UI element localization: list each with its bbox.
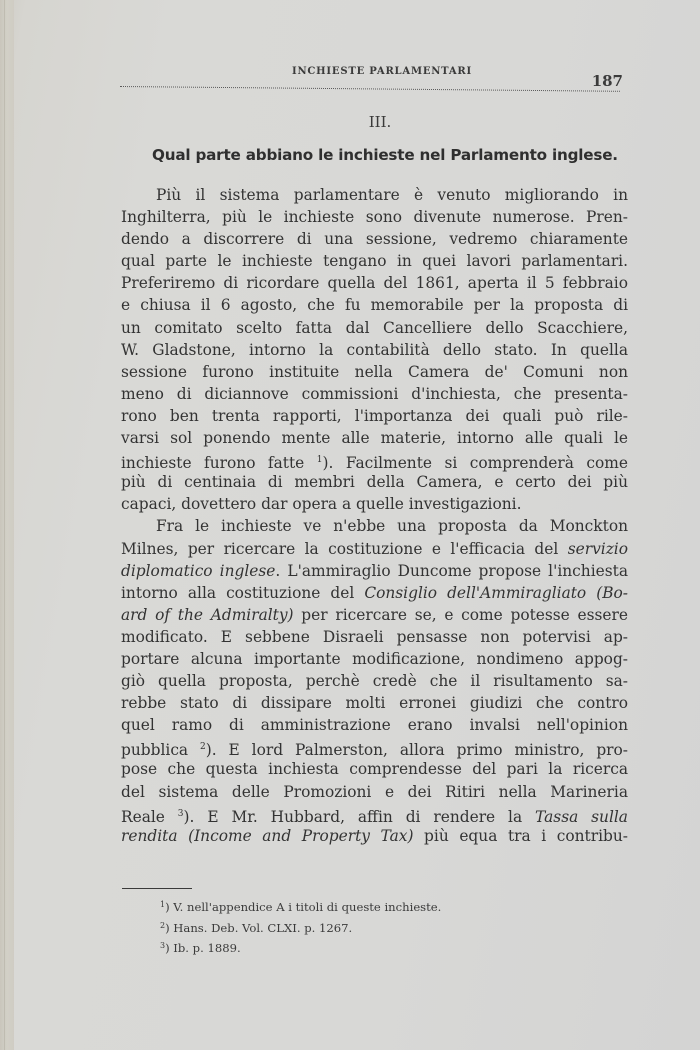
text-run: Milnes, per ricercare la costituzione e l'efficacia del [121, 539, 568, 558]
italic-run: rendita (Income and Property Tax) [121, 826, 414, 845]
footnote-text: ) V. nell'appendice A i titoli di queste inchieste. [165, 900, 442, 914]
text-line-with-note [121, 449, 628, 471]
footnote-ref-3[interactable]: 3 [177, 808, 184, 819]
text-line: qual parte le inchieste tengano in quei lavori parlamentari. [121, 252, 628, 271]
text-run: inchieste furono fatte [121, 454, 305, 473]
text-line-with-note [121, 736, 628, 758]
footnote-mark: 2 [160, 920, 166, 930]
text-line: portare alcuna importante modificazione, nondimeno appog- [121, 649, 628, 668]
text-run: Reale [121, 807, 178, 826]
text-line: un comitato scelto fatta dal Cancelliere dello Scacchiere, [121, 318, 628, 337]
text-run: intorno alla costituzione del [121, 583, 365, 602]
text-run: per ricercare se, e come potesse essere [293, 605, 628, 624]
text-line: giò quella proposta, perchè credè che il risultamento sa- [121, 672, 628, 691]
text-line: Inghilterra, più le inchieste sono divenute numerose. Pren- [121, 208, 628, 227]
text-line [121, 825, 628, 847]
text-line [121, 604, 628, 626]
body-text [121, 184, 628, 847]
text-line: rebbe stato di dissipare molti erronei giudizi che contro [121, 694, 628, 713]
section-number: III. [368, 113, 392, 131]
footnote-ref-2[interactable]: 2 [200, 742, 206, 753]
section-title: Qual parte abbiano le inchieste nel Parlamento inglese. [152, 146, 618, 164]
text-line: Preferiremo di ricordare quella del 1861, aperta il 5 febbraio [121, 274, 628, 293]
footnote-text: ) Hans. Deb. Vol. CLXI. p. 1267. [165, 920, 353, 935]
italic-run: servizio [567, 539, 628, 558]
text-line: capaci, dovettero dar opera a quelle investigazioni. [121, 495, 522, 514]
page-number: 187 [591, 72, 623, 90]
text-run: ). E lord Palmerston, allora primo ministro, pro- [205, 741, 628, 760]
footnote-3 [160, 937, 560, 958]
text-line: Più il sistema parlamentare è venuto migliorando in [156, 186, 628, 204]
text-line: più di centinaia di membri della Camera, e certo dei più [121, 473, 628, 492]
text-line: Fra le inchieste ve n'ebbe una proposta da Monckton [156, 517, 628, 536]
text-line [121, 560, 628, 582]
footnote-2 [160, 917, 560, 938]
text-line: dendo a discorrere di una sessione, vedremo chiaramente [121, 230, 628, 249]
text-line: del sistema delle Promozioni e dei Ritiri nella Marineria [121, 782, 628, 801]
text-line: pose che questa inchiesta comprendesse del pari la ricerca [121, 760, 628, 779]
text-line: quel ramo di amministrazione erano invalsi nell'opinion [121, 716, 628, 735]
footnote-mark: 3 [160, 941, 166, 950]
footnote-ref-1[interactable]: 1 [316, 455, 323, 466]
text-run: più equa tra i contribu- [413, 826, 628, 845]
italic-run: ard of the Admiralty) [121, 605, 294, 624]
text-run: . L'ammiraglio Duncome propose l'inchiesta [275, 561, 628, 580]
italic-run: Tassa sulla [535, 807, 628, 826]
footnote-separator-rule [122, 888, 192, 889]
text-line [121, 582, 628, 604]
text-line: modificato. E sebbene Disraeli pensasse non potervisi ap- [121, 627, 628, 646]
running-head-dotted-rule [120, 86, 620, 92]
text-line: varsi sol ponendo mente alle materie, intorno alle quali le [121, 429, 628, 448]
text-line: e chiusa il 6 agosto, che fu memorabile per la proposta di [121, 296, 628, 315]
text-line [121, 538, 628, 560]
italic-run: Consiglio dell'Ammiragliato (Bo- [364, 583, 628, 602]
text-run: ). Facilmente si comprenderà come [322, 454, 628, 473]
text-run: ). E Mr. Hubbard, affin di rendere la [183, 807, 536, 826]
text-run: pubblica [121, 741, 201, 760]
footnote-1 [160, 896, 560, 917]
running-head [120, 62, 625, 98]
footnotes [160, 896, 560, 958]
italic-run: diplomatico inglese [121, 561, 276, 580]
text-line: sessione furono instituite nella Camera de' Comuni non [121, 362, 628, 381]
text-line: W. Gladstone, intorno la contabilità dello stato. In quella [121, 340, 628, 359]
footnote-text: ) Ib. p. 1889. [165, 941, 241, 955]
text-line: rono ben trenta rapporti, l'importanza dei quali può rile- [121, 406, 628, 425]
text-line: meno di diciannove commissioni d'inchiesta, che presenta- [121, 384, 628, 403]
footnote-mark: 1 [160, 900, 166, 909]
running-head-title: INCHIESTE PARLAMENTARI [292, 66, 473, 77]
text-line-with-note [121, 803, 628, 825]
